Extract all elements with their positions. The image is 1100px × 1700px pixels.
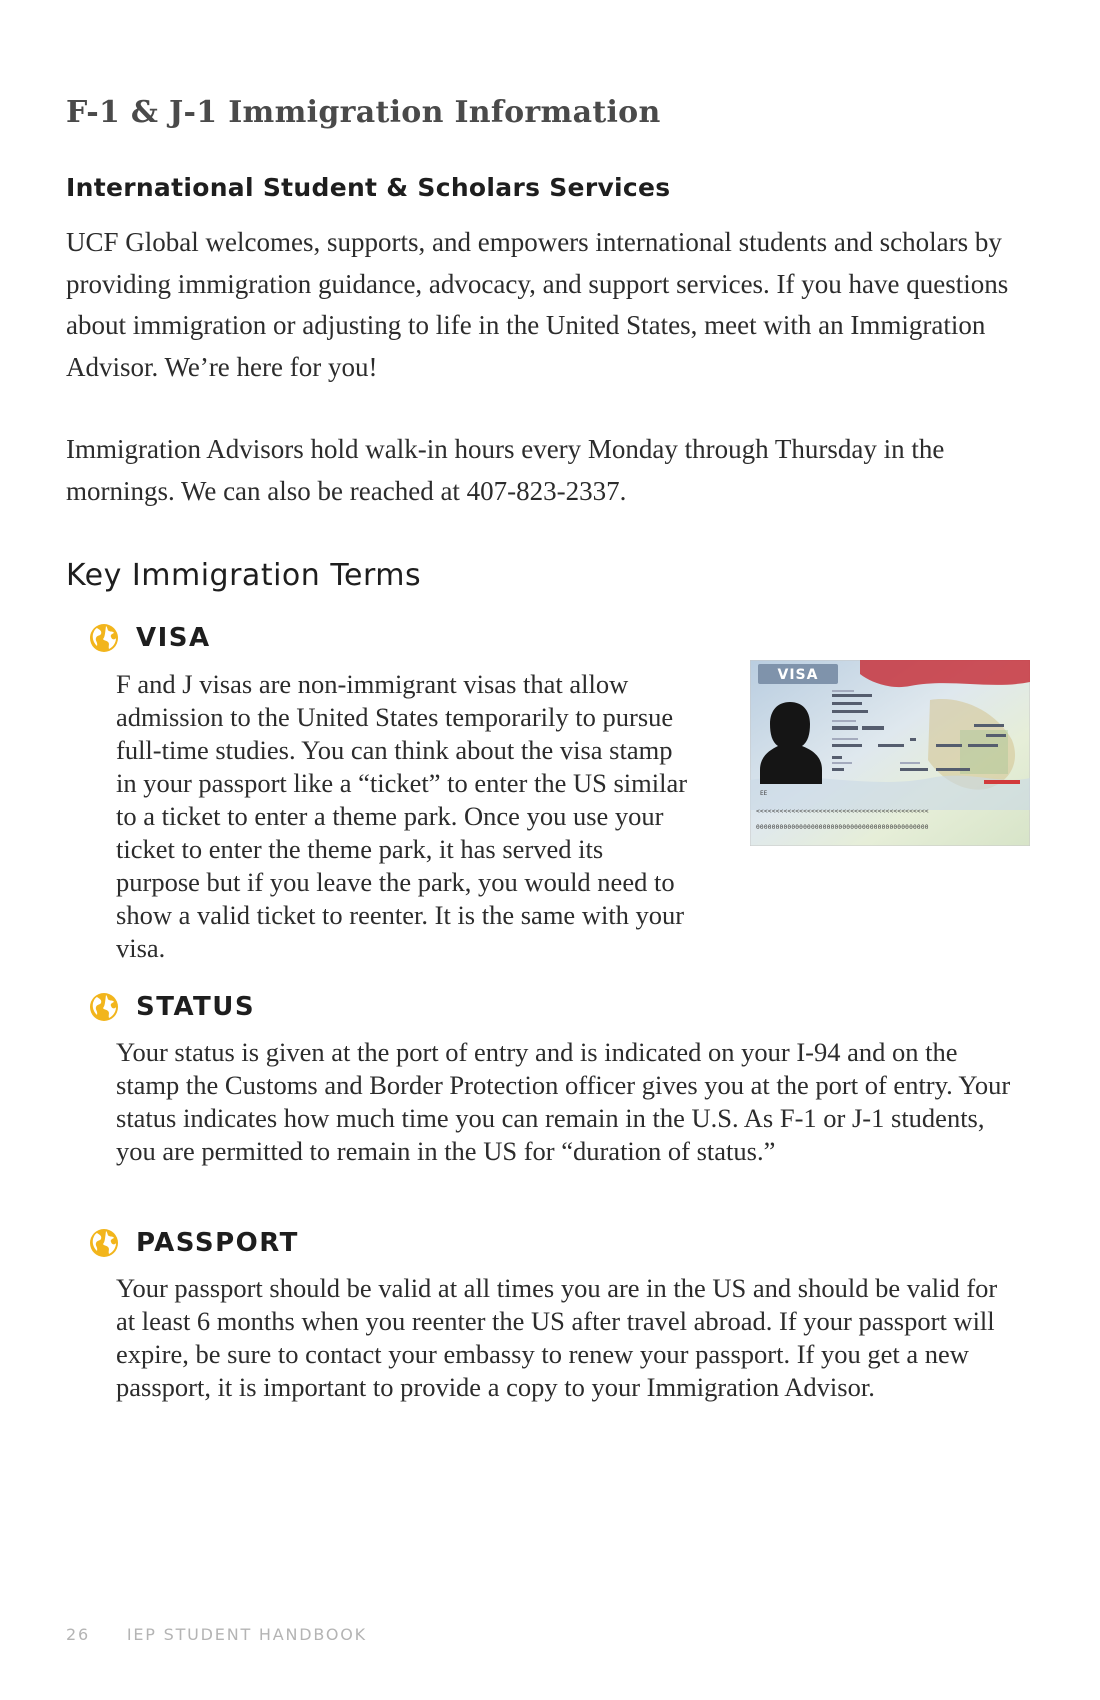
walk-in-hours-paragraph: Immigration Advisors hold walk-in hours every Monday through Thursday in the mornings. We can also be reached at 407-823-2337. xyxy=(66,434,945,506)
term-body-status: Your status is given at the port of entry and is indicated on your I-94 and on the stamp the Customs and Border Protection officer gives you at the port of entry. Your status indicates how much time you can remain in the U.S. As F-1 or J-1 students, you are permitted to remain in the US for “duration of status.” xyxy=(116,1037,1011,1166)
term-body-passport: Your passport should be valid at all times you are in the US and should be valid for at least 6 months when you reenter the US after travel abroad. If your passport will expire, be sure to contact your embassy to renew your passport. If you get a new passport, it is important to provide a copy to your Immigration Advisor. xyxy=(116,1273,998,1402)
visa-label: VISA xyxy=(777,667,819,683)
section-subtitle: International Student & Scholars Services xyxy=(66,173,671,202)
globe-icon xyxy=(88,1227,120,1259)
globe-icon xyxy=(88,622,120,654)
visa-stamp-illustration xyxy=(750,660,1030,846)
mrz-line-2: 00000000000000000000000000000000000000000000 xyxy=(756,824,929,831)
term-heading-status xyxy=(88,991,255,1023)
key-terms-heading: Key Immigration Terms xyxy=(66,558,422,593)
term-title: VISA xyxy=(136,623,211,653)
intro-paragraph: UCF Global welcomes, supports, and empowers international students and scholars by providing immigration guidance, advocacy, and support services. If you have questions about immigration or adjusting to life in the United States, meet with an Immigration Advisor. We’re here for you! xyxy=(66,227,1009,382)
term-title: STATUS xyxy=(136,992,256,1022)
mrz-line-1: <<<<<<<<<<<<<<<<<<<<<<<<<<<<<<<<<<<<<<<<<<<< xyxy=(756,808,929,815)
term-body-visa: F and J visas are non-immigrant visas that allow admission to the United States temporarily to pursue full-time studies. You can think about the visa stamp in your passport like a “ticket” to enter the US similar to a ticket to enter a theme park. Once you use your ticket to enter the theme park, it has served its purpose but if you leave the park, you would need to show a valid ticket to reenter. It is the same with your visa. xyxy=(116,669,688,963)
globe-icon xyxy=(88,991,120,1023)
term-title: PASSPORT xyxy=(136,1228,299,1258)
page-title: F-1 & J-1 Immigration Information xyxy=(66,95,661,130)
term-heading-passport xyxy=(88,1227,299,1259)
term-heading-visa xyxy=(88,622,211,654)
page-number: 26 xyxy=(66,1625,90,1644)
svg-text:ЕЕ: ЕЕ xyxy=(760,790,768,797)
visa-sample-image xyxy=(750,660,1030,846)
footer-label: IEP STUDENT HANDBOOK xyxy=(126,1625,367,1644)
page-footer xyxy=(66,1625,367,1644)
